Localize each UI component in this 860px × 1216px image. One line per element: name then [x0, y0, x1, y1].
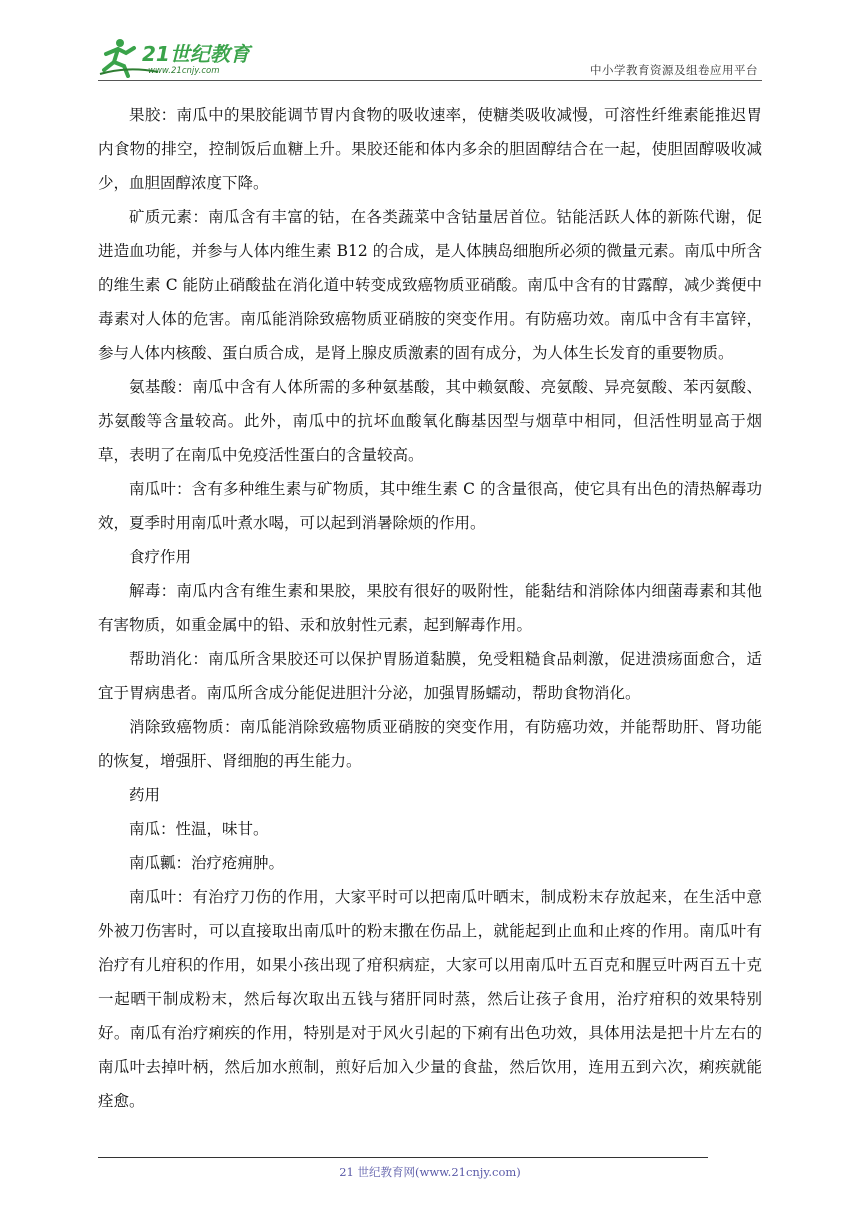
- header-divider: [98, 80, 762, 81]
- document-body: [98, 98, 762, 1118]
- paragraph-pectin: 果胶：南瓜中的果胶能调节胃内食物的吸收速率，使糖类吸收减慢，可溶性纤维素能推迟胃内食物的排空，控制饭后血糖上升。果胶还能和体内多余的胆固醇结合在一起，使胆固醇吸收减少，血胆固醇浓度下降。: [98, 106, 762, 192]
- paragraph-digestion: 帮助消化：南瓜所含果胶还可以保护胃肠道黏膜，免受粗糙食品刺激，促进溃疡面愈合，适宜于胃病患者。南瓜所含成分能促进胆汁分泌，加强胃肠蠕动，帮助食物消化。: [98, 650, 762, 702]
- svg-text:21世纪教育: 21世纪教育: [142, 42, 250, 66]
- site-logo: [98, 36, 268, 78]
- section-heading-medicinal: 药用: [129, 786, 161, 804]
- page-header: [98, 36, 762, 80]
- paragraph-detox: 解毒：南瓜内含有维生素和果胶，果胶有很好的吸附性，能黏结和消除体内细菌毒素和其他有害物质，如重金属中的铅、汞和放射性元素，起到解毒作用。: [98, 582, 762, 634]
- paragraph-anticancer: 消除致癌物质：南瓜能消除致癌物质亚硝胺的突变作用，有防癌功效，并能帮助肝、肾功能的恢复，增强肝、肾细胞的再生能力。: [98, 718, 762, 770]
- platform-title: 中小学教育资源及组卷应用平台: [590, 63, 758, 77]
- footer-divider: [98, 1157, 708, 1158]
- section-heading-diet-therapy: 食疗作用: [129, 548, 192, 566]
- paragraph-amino-acids: 氨基酸：南瓜中含有人体所需的多种氨基酸，其中赖氨酸、亮氨酸、异亮氨酸、苯丙氨酸、苏氨酸等含量较高。此外，南瓜中的抗坏血酸氧化酶基因型与烟草中相同，但活性明显高于烟草，表明了在南瓜中免疫活性蛋白的含量较高。: [98, 378, 762, 464]
- paragraph-pumpkin-leaf-medicinal: 南瓜叶：有治疗刀伤的作用，大家平时可以把南瓜叶晒末，制成粉末存放起来，在生活中意外被刀伤害时，可以直接取出南瓜叶的粉末撒在伤品上，就能起到止血和止疼的作用。南瓜叶有治疗有儿疳积的作用，如果小孩出现了疳积病症，大家可以用南瓜叶五百克和腥豆叶两百五十克一起晒干制成粉末，然后每次取出五钱与猪肝同时蒸，然后让孩子食用，治疗疳积的效果特别好。南瓜有治疗痢疾的作用，特别是对于风火引起的下痢有出色功效，具体用法是把十片左右的南瓜叶去掉叶柄，然后加水煎制，煎好后加入少量的食盐，然后饮用，连用五到六次，痢疾就能痊愈。: [98, 888, 762, 1110]
- footer-link[interactable]: 21 世纪教育网(www.21cnjy.com): [339, 1165, 521, 1179]
- logo-runner-icon: [98, 36, 268, 78]
- paragraph-pumpkin-pulp: 南瓜瓤：治疗疮痈肿。: [129, 854, 285, 872]
- svg-text:www.21cnjy.com: www.21cnjy.com: [148, 66, 220, 76]
- paragraph-pumpkin-leaf: 南瓜叶：含有多种维生素与矿物质，其中维生素 C 的含量很高，使它具有出色的清热解毒功效，夏季时用南瓜叶煮水喝，可以起到消暑除烦的作用。: [98, 480, 762, 532]
- paragraph-minerals: 矿质元素：南瓜含有丰富的钴，在各类蔬菜中含钴量居首位。钴能活跃人体的新陈代谢，促进造血功能，并参与人体内维生素 B12 的合成，是人体胰岛细胞所必须的微量元素。南瓜中所含的维生素 C 能防止硝酸盐在消化道中转变成致癌物质亚硝酸。南瓜中含有的甘露醇，减少粪便中毒素对人体的危害。南瓜能消除致癌物质亚硝胺的突变作用。有防癌功效。南瓜中含有丰富锌，参与人体内核酸、蛋白质合成，是肾上腺皮质激素的固有成分，为人体生长发育的重要物质。: [98, 208, 762, 362]
- paragraph-pumpkin-nature: 南瓜：性温，味甘。: [129, 820, 269, 838]
